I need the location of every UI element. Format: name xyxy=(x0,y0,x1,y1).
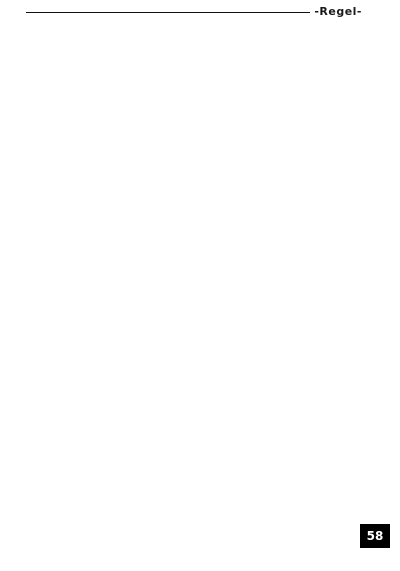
page-number: 58 xyxy=(360,524,390,548)
page-header xyxy=(0,0,400,22)
text-block-bottom-left xyxy=(28,300,173,515)
text-block-top-left xyxy=(28,30,173,245)
page-title: -Regel- xyxy=(310,3,362,21)
